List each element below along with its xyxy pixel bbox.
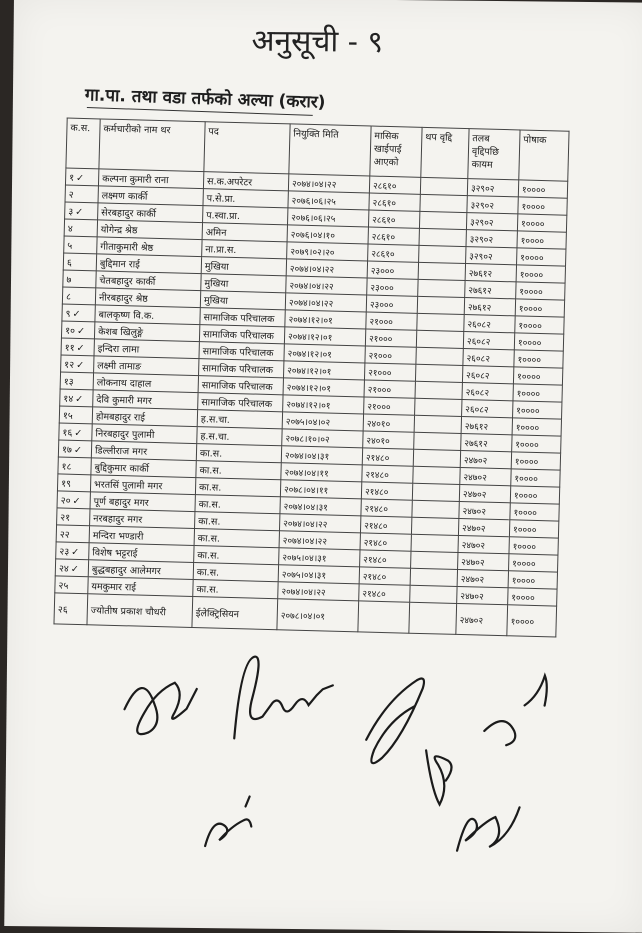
cell-date: २०७४।१२।०१ (283, 361, 364, 380)
cell-post: सामाजिक परिचालक (198, 376, 283, 395)
cell-name: ज्योतीष प्रकाश चौधरी (87, 594, 193, 628)
cell-monthly: २४०१० (363, 431, 414, 449)
col-header-post: पद (204, 122, 290, 174)
cell-date: २०७४।०४।२२ (286, 276, 367, 295)
cell-salary: २४७०२ (460, 450, 511, 468)
cell-date: २०७५।०४।०२ (282, 412, 363, 431)
check-mark: ✓ (76, 342, 84, 353)
cell-salary: २७६१२ (461, 416, 512, 434)
cell-salary: २४७०२ (459, 501, 510, 519)
serial-number: २३ (59, 546, 69, 557)
cell-uniform: १०००० (513, 401, 562, 419)
cell-name: यमकुमार राई (88, 577, 193, 597)
cell-monthly: २८६१० (368, 244, 419, 262)
cell-monthly: २३००० (367, 261, 418, 279)
cell-monthly: २१००० (365, 346, 416, 364)
cell-monthly: २१००० (365, 329, 416, 347)
check-mark: ✓ (71, 546, 79, 557)
cell-date: २०७९।०२।२० (287, 242, 368, 261)
serial-number: १८ (61, 461, 71, 472)
col-header-extra: थप वृद्दि (421, 127, 469, 178)
serial-number: ८ (66, 291, 71, 302)
cell-date: २०७८।०४।११ (280, 480, 361, 499)
cell-date: २०७८।०४।०१ (277, 599, 359, 632)
cell-uniform: १०००० (518, 180, 567, 198)
serial-number: १४ (63, 393, 73, 404)
cell-uniform: १०००० (509, 537, 558, 555)
check-mark: ✓ (72, 495, 80, 506)
serial-number: १५ (63, 410, 73, 421)
col-header-name: कर्मचारीको नाम थर (99, 119, 205, 172)
col-header-date: नियुक्ति मिति (289, 124, 371, 176)
cell-date: २०७४।०४।२२ (279, 514, 360, 533)
cell-salary: २४७०२ (458, 552, 509, 570)
cell-salary: ३२९०२ (467, 179, 518, 197)
cell-post: का.स. (195, 478, 280, 497)
cell-date: २०७४।०४।११ (281, 463, 362, 482)
check-mark: ✓ (76, 172, 84, 183)
cell-name: गीताकुमारी श्रेष्ठ (97, 237, 202, 257)
cell-uniform: १०००० (517, 214, 566, 232)
cell-post: ना.प्रा.स. (202, 240, 287, 259)
cell-date: २०७६।०६।२५ (288, 191, 369, 210)
cell-name: बुद्धबहादुर आलेमगर (88, 560, 193, 580)
cell-name: डिल्लीराज मगर (91, 441, 196, 461)
cell-monthly: २८६१० (368, 227, 419, 245)
cell-uniform: १०००० (508, 571, 557, 589)
serial-number: ११ (65, 342, 75, 353)
cell-post: प.से.प्रा. (203, 189, 288, 208)
cell-salary: २६०८२ (464, 315, 515, 333)
serial-number: ७ (66, 274, 71, 285)
cell-monthly: २१४८० (360, 516, 411, 534)
cell-uniform: १०००० (513, 384, 562, 402)
serial-number: १९ (61, 478, 71, 489)
cell-post: का.स. (194, 546, 279, 565)
check-mark: ✓ (72, 308, 80, 319)
cell-salary: २७६१२ (461, 433, 512, 451)
cell-salary: २४७०२ (458, 535, 509, 553)
serial-number: १० (65, 325, 75, 336)
cell-monthly: २१००० (364, 397, 415, 415)
document-title: गा.पा. तथा वडा तर्फको अल्या (करार) (85, 82, 326, 113)
serial-number: १ (69, 172, 74, 183)
cell-name: मन्दिरा भण्डारी (89, 526, 194, 546)
cell-monthly: २१४८० (359, 567, 410, 585)
cell-salary: ३२९०२ (466, 247, 517, 265)
check-mark: ✓ (76, 359, 84, 370)
document-page (4, 0, 642, 933)
cell-post: सामाजिक परिचालक (200, 308, 285, 327)
cell-date: २०७४।०४।३१ (280, 497, 361, 516)
col-header-sn: क.स. (66, 118, 100, 169)
signature-2 (234, 656, 333, 739)
check-mark: ✓ (75, 206, 83, 217)
cell-uniform: १०००० (517, 231, 566, 249)
cell-uniform: १०००० (518, 197, 567, 215)
cell-date: २०७८।१०।०२ (282, 429, 363, 448)
cell-date: २०७४।०४।२२ (288, 174, 369, 193)
cell-name: निरबहादुर पुलामी (92, 424, 197, 444)
cell-post: प.स्वा.प्रा. (203, 206, 288, 225)
cell-post: सामाजिक परिचालक (198, 393, 283, 412)
serial-number: २६ (58, 604, 68, 615)
cell-date: २०७४।०४।२२ (285, 293, 366, 312)
cell-salary: ३२९०२ (466, 213, 517, 231)
cell-date: २०७४।१२।०१ (283, 395, 364, 414)
cell-post: अमिन (202, 223, 287, 242)
cell-name: विशेष भट्टराई (89, 543, 194, 563)
cell-monthly: २१४८० (362, 448, 413, 466)
signature-6 (205, 796, 252, 846)
cell-salary: २४७०२ (457, 586, 508, 604)
cell-monthly: २४०१० (363, 414, 414, 432)
cell-uniform: १०००० (512, 435, 561, 453)
cell-monthly: २८६१० (369, 176, 420, 194)
cell-monthly: २१००० (364, 380, 415, 398)
cell-date: २०७४।१२।०१ (283, 378, 364, 397)
cell-monthly: २१००० (366, 312, 417, 330)
check-mark: ✓ (77, 325, 85, 336)
cell-date: २०७४।०४।२२ (278, 582, 359, 601)
cell-monthly: २१४८० (362, 465, 413, 483)
cell-monthly: २८६१० (369, 193, 420, 211)
cell-post: सामाजिक परिचालक (199, 342, 284, 361)
serial-number: ४ (68, 223, 73, 234)
cell-name: केशब खिलुङ्गे (94, 322, 199, 342)
serial-number: २५ (58, 580, 68, 591)
cell-salary: २६०८२ (463, 332, 514, 350)
cell-date: २०७४।०४।३१ (281, 446, 362, 465)
cell-name: इन्दिरा लामा (94, 339, 199, 359)
signature-5 (484, 675, 547, 746)
cell-post: का.स. (194, 529, 279, 548)
cell-salary: २६०८२ (462, 366, 513, 384)
cell-salary: २६०८२ (462, 383, 513, 401)
cell-salary: २४७०२ (458, 518, 509, 536)
cell-date: २०७४।०४।२२ (279, 531, 360, 550)
cell-name: बुद्दिमान राई (96, 254, 201, 274)
cell-monthly: २१४८० (361, 482, 412, 500)
cell-date: २०७६।०४।१० (287, 225, 368, 244)
cell-post: का.स. (195, 495, 280, 514)
cell-name: योगेन्द्र श्रेष्ठ (97, 220, 202, 240)
cell-name: लोकनाथ दाहाल (93, 373, 198, 393)
cell-salary: २७६१२ (464, 298, 515, 316)
cell-name: बुद्दिकुमार कार्की (91, 458, 196, 478)
col-header-salary: तलब वृद्दिपछि कायम (468, 129, 520, 180)
signatures (4, 0, 642, 933)
cell-uniform: १०००० (513, 367, 562, 385)
cell-name: चेतबहादुर कार्की (96, 271, 201, 291)
cell-salary: २७६१२ (465, 264, 516, 282)
cell-uniform: १०००० (509, 554, 558, 572)
cell-date: २०७५।०४।३१ (278, 565, 359, 584)
cell-post: का.स. (196, 461, 281, 480)
cell-post: का.स. (193, 563, 278, 582)
cell-uniform: १०००० (515, 299, 564, 317)
serial-number: २२ (60, 529, 70, 540)
cell-name: नीरबहादुर श्रेष्ठ (95, 288, 200, 308)
cell-monthly: २१४८० (361, 499, 412, 517)
cell-uniform: १०००० (510, 503, 559, 521)
signature-3 (366, 678, 424, 764)
cell-uniform: १०००० (516, 282, 565, 300)
signature-7 (457, 807, 519, 852)
cell-post: सामाजिक परिचालक (199, 359, 284, 378)
cell-uniform: १०००० (514, 333, 563, 351)
signature-4 (426, 750, 452, 804)
serial-number: १६ (62, 427, 72, 438)
cell-name: सेरबहादुर कार्की (98, 203, 203, 223)
cell-uniform: १०००० (516, 265, 565, 283)
serial-number: २४ (59, 563, 69, 574)
cell-date: २०७४।०४।२२ (286, 259, 367, 278)
serial-number: १२ (64, 359, 74, 370)
cell-monthly: २३००० (366, 295, 417, 313)
serial-number: १७ (62, 444, 72, 455)
serial-number: २ (69, 189, 74, 200)
cell-uniform: १०००० (515, 316, 564, 334)
serial-number: ६ (67, 257, 72, 268)
cell-monthly: २१४८० (360, 533, 411, 551)
cell-date: २०७६।०६।२५ (287, 208, 368, 227)
cell-post: ईलेक्ट्रिसियन (192, 597, 278, 630)
cell-post: का.स. (193, 580, 278, 599)
cell-date: २०७४।१२।०१ (284, 327, 365, 346)
check-mark: ✓ (74, 444, 82, 455)
cell-post: स.क.अपरेटर (203, 172, 288, 191)
cell-date: २०७४।१२।०१ (284, 344, 365, 363)
cell-monthly: २३००० (367, 278, 418, 296)
cell-name: भरतसिं पुलामी मगर (90, 475, 195, 495)
cell-post: ह.स.चा. (197, 427, 282, 446)
cell-name: कल्पना कुमारी राना (98, 169, 203, 189)
cell-name: लक्ष्मण कार्की (98, 186, 203, 206)
cell-monthly: २१४८० (360, 550, 411, 568)
cell-salary: २७६१२ (465, 281, 516, 299)
cell-date: २०७५।०४।३१ (279, 548, 360, 567)
col-header-monthly: मासिक खाईपाई आएको (370, 126, 422, 177)
cell-post: का.स. (196, 444, 281, 463)
cell-uniform: १०००० (512, 418, 561, 436)
cell-salary: २४७०२ (456, 603, 508, 635)
serial-number: ३ (68, 206, 73, 217)
check-mark: ✓ (71, 563, 79, 574)
serial-number: १३ (64, 376, 74, 387)
check-mark: ✓ (75, 393, 83, 404)
cell-uniform: १०००० (511, 452, 560, 470)
cell-salary: २६०८२ (462, 400, 513, 418)
cell-post: मुखिया (201, 257, 286, 276)
cell-salary: ३२९०२ (466, 230, 517, 248)
cell-name: पूर्ण बहादुर मगर (90, 492, 195, 512)
serial-number: २० (61, 495, 71, 506)
cell-monthly: २१४८० (359, 584, 410, 602)
cell-monthly: २१००० (364, 363, 415, 381)
cell-monthly: २८६१० (368, 210, 419, 228)
signature-1 (124, 682, 197, 735)
cell-salary: २४७०२ (460, 467, 511, 485)
cell-post: सामाजिक परिचालक (199, 325, 284, 344)
cell-salary: ३२९०२ (467, 196, 518, 214)
cell-uniform: १०००० (510, 486, 559, 504)
check-mark: ✓ (74, 427, 82, 438)
cell-name: बालकृष्ण वि.क. (95, 305, 200, 325)
cell-post: का.स. (195, 512, 280, 531)
cell-date: २०७४।१२।०१ (285, 310, 366, 329)
cell-salary: २४७०२ (459, 484, 510, 502)
col-header-uniform: पोषाक (519, 130, 569, 181)
annex-heading: अनुसूची - ९ (251, 18, 402, 70)
cell-uniform: १०००० (517, 248, 566, 266)
serial-number: ५ (67, 240, 72, 251)
cell-post: ह.स.चा. (197, 410, 282, 429)
cell-salary: २६०८२ (463, 349, 514, 367)
cell-name: नरबहादुर मगर (90, 509, 195, 529)
cell-uniform: १०००० (511, 469, 560, 487)
serial-number: २१ (60, 512, 70, 523)
cell-uniform: १०००० (507, 605, 557, 637)
cell-name: लक्ष्मी तामाङ (94, 356, 199, 376)
cell-name: होमबहादुर राई (92, 407, 197, 427)
cell-post: मुखिया (200, 291, 285, 310)
cell-uniform: १०००० (508, 588, 557, 606)
cell-uniform: १०००० (514, 350, 563, 368)
cell-salary: २४७०२ (457, 569, 508, 587)
cell-uniform: १०००० (509, 520, 558, 538)
cell-post: मुखिया (201, 274, 286, 293)
serial-number: ९ (65, 308, 70, 319)
cell-name: देवि कुमारी मगर (93, 390, 198, 410)
